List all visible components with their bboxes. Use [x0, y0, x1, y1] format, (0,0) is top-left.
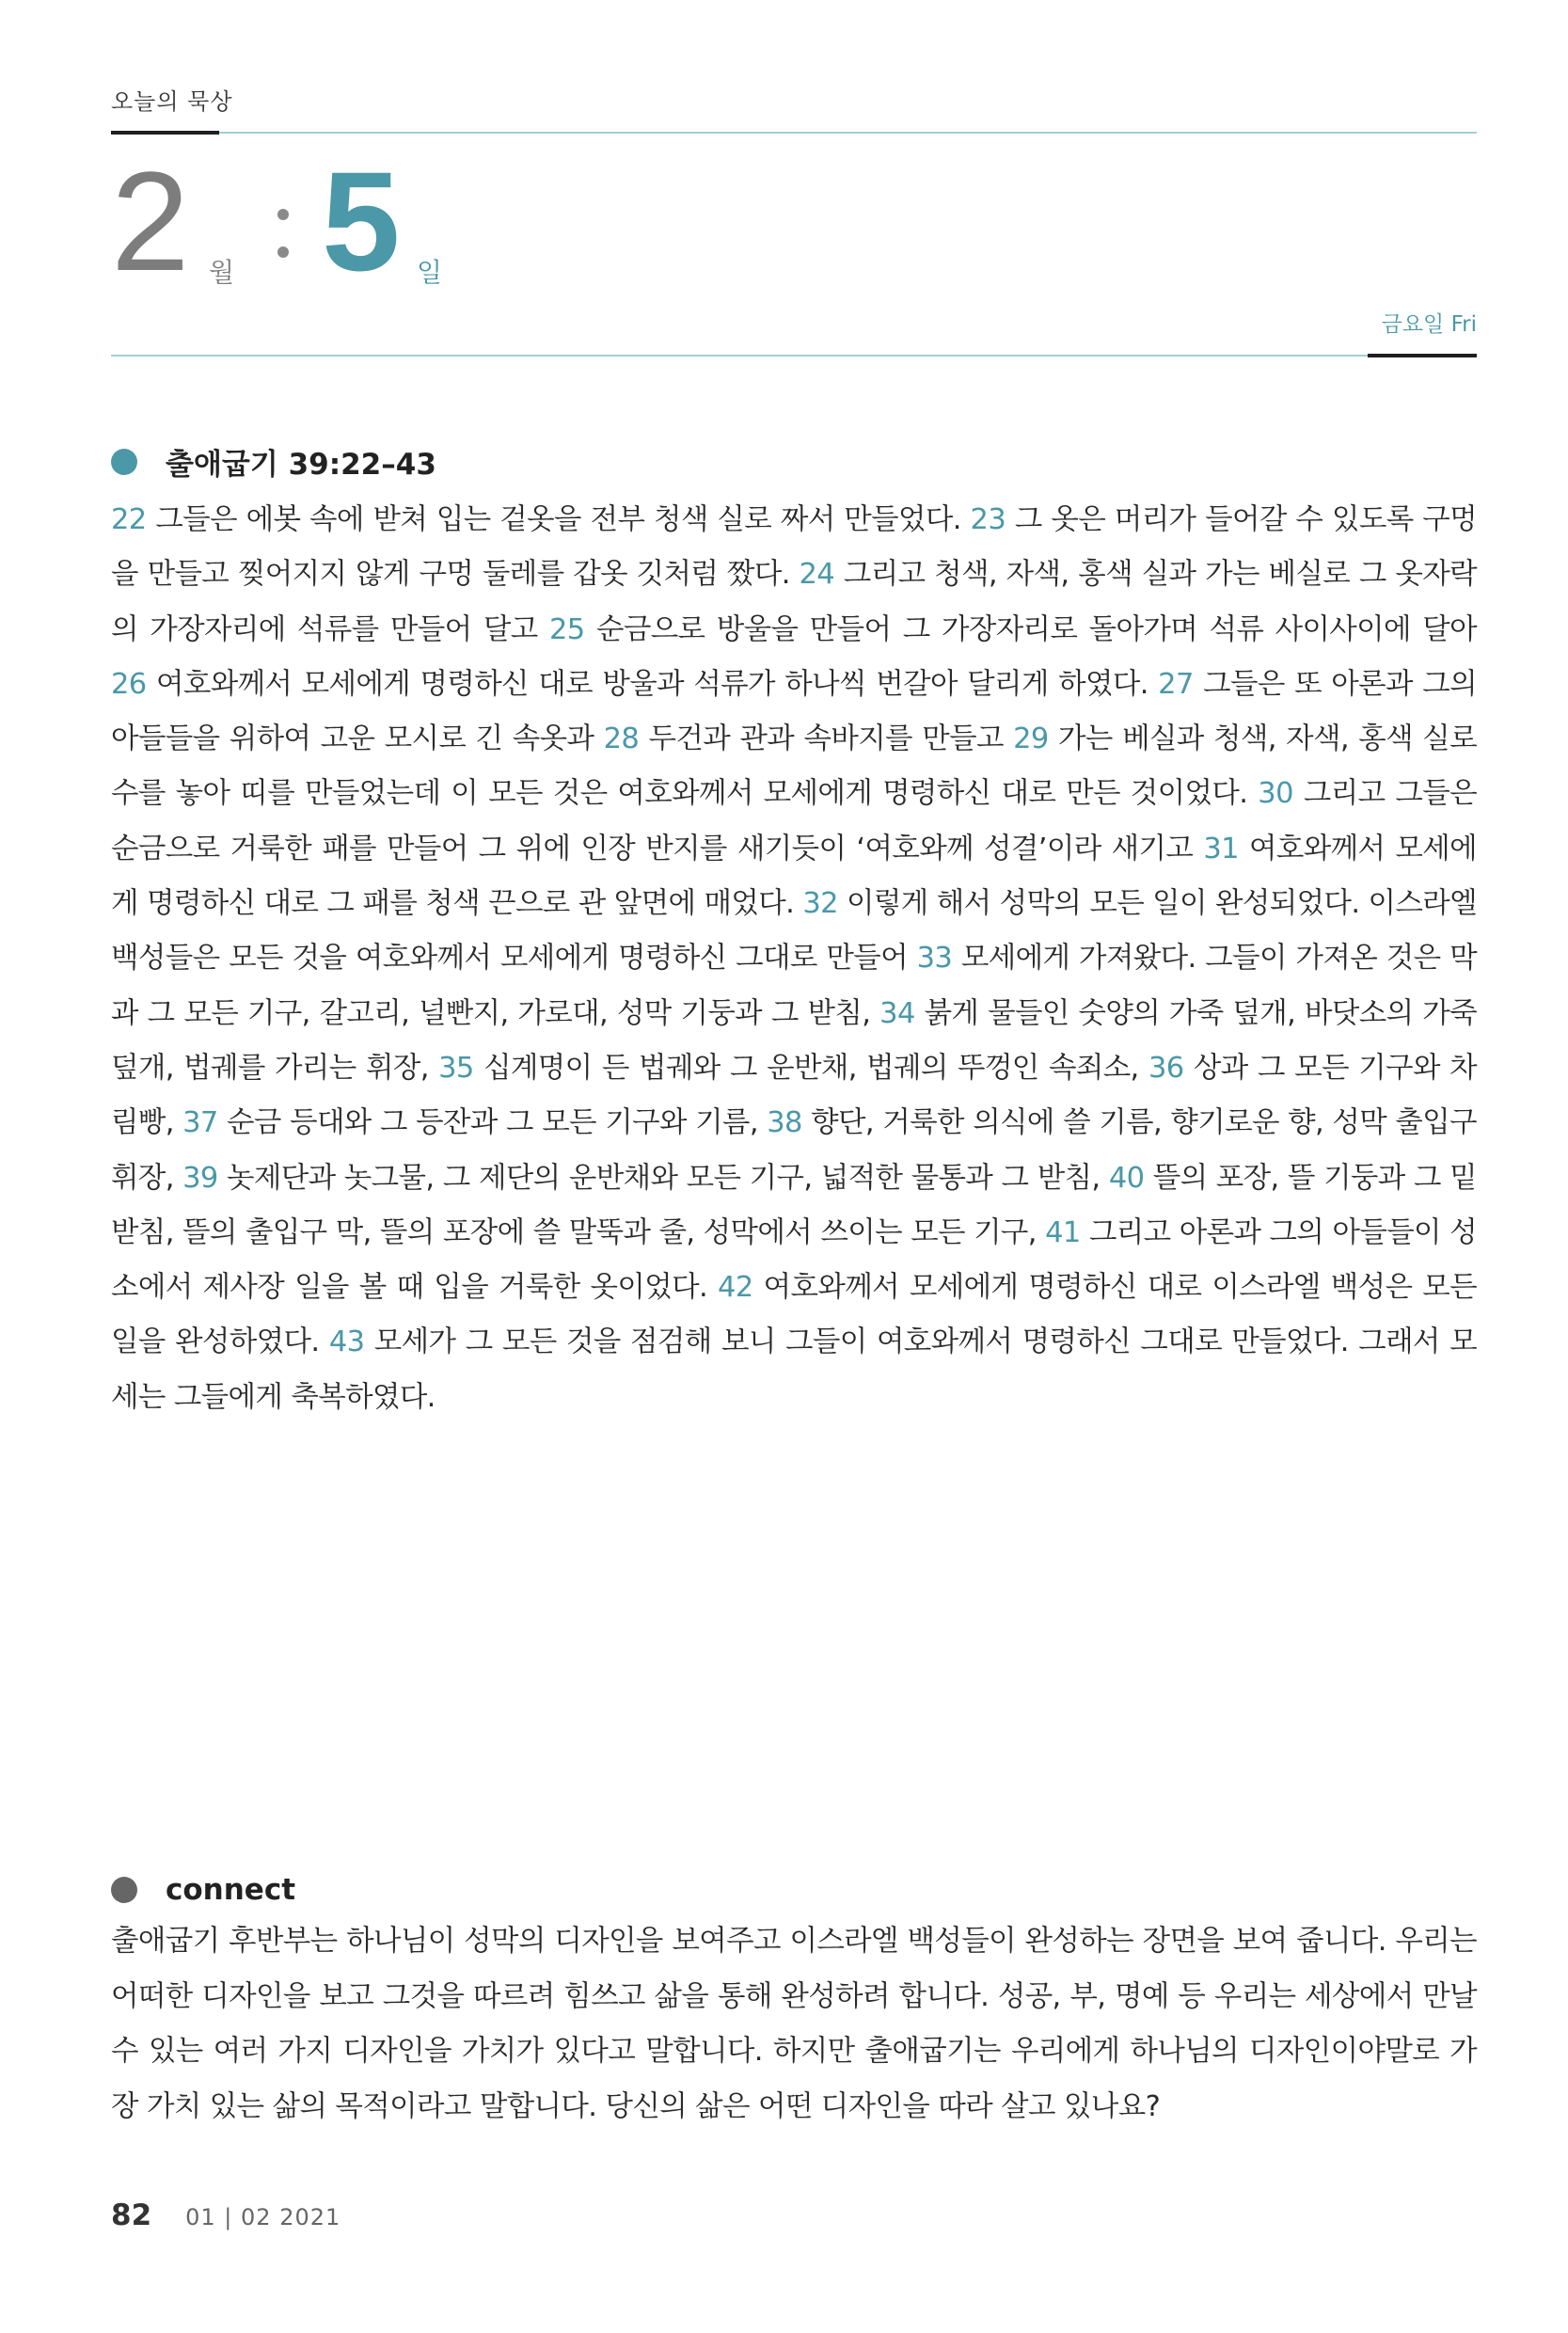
verse-text: 모세에게 가져왔다. 그들이 가져온 것은 막과 그 모든 기구, 갈고리, 널빤지, 가로대, 성막 기둥과 그 받침,: [111, 942, 1478, 1030]
verse-number: 31: [1203, 832, 1239, 865]
verse-number: 22: [111, 503, 147, 536]
verse-number: 34: [879, 996, 915, 1030]
verse-number: 28: [603, 722, 640, 756]
day-unit: 일: [417, 257, 443, 288]
verse-number: 30: [1258, 777, 1293, 811]
verse-text: 가는 베실과 청색, 자색, 홍색 실로 수를 놓아 띠를 만들었는데 이 모든 것은 여호와께서 모세에게 명령하신 대로 만든 것이었다.: [111, 722, 1477, 811]
bullet-icon: [111, 449, 137, 475]
verse-text: 순금으로 방울을 만들어 그 가장자리로 돌아가며 석류 사이사이에 달아: [584, 612, 1477, 646]
verse-text: 모세가 그 모든 것을 점검해 보니 그들이 여호와께서 명령하신 그대로 만들었다. 그래서 모세는 그들에게 축복하였다.: [111, 1325, 1477, 1414]
verse-number: 24: [799, 558, 835, 592]
issue-label: 01 | 02 2021: [185, 2204, 341, 2230]
scripture-heading: [111, 440, 436, 483]
verse-number: 36: [1148, 1051, 1184, 1085]
verse-text: 향단, 거룩한 의식에 쓸 기름, 향기로운 향, 성막 출입구 휘장,: [111, 1106, 1478, 1195]
verse-text: 여호와께서 모세에게 명령하신 대로 이스라엘 백성은 모든 일을 완성하였다.: [111, 1271, 1477, 1359]
verse-number: 38: [767, 1106, 802, 1140]
verse-text: 그리고 청색, 자색, 홍색 실과 가는 베실로 그 옷자락의 가장자리에 석류를 만들어 달고: [111, 558, 1477, 646]
verse-number: 39: [182, 1161, 218, 1195]
date-divider-accent: [1368, 354, 1477, 357]
verse-text: 그리고 그들은 순금으로 거룩한 패를 만들어 그 위에 인장 반지를 새기듯이 ‘여호와께 성결’이라 새기고: [111, 777, 1477, 865]
verse-number: 35: [438, 1051, 474, 1085]
verse-number: 42: [718, 1271, 753, 1305]
month-unit: 월: [209, 257, 235, 288]
verse-number: 43: [328, 1325, 365, 1359]
month-number: 2: [111, 142, 190, 300]
verse-text: 그 옷은 머리가 들어갈 수 있도록 구멍을 만들고 찢어지지 않게 구멍 둘레를 갑옷 깃처럼 짰다.: [111, 503, 1477, 592]
top-divider-accent: [111, 131, 219, 135]
verse-text: 순금 등대와 그 등잔과 그 모든 기구와 기름,: [217, 1106, 768, 1140]
verse-text: 그들은 에봇 속에 받쳐 입는 겉옷을 전부 청색 실로 짜서 만들었다.: [146, 503, 971, 536]
verse-number: 40: [1108, 1161, 1145, 1195]
bullet-icon: [111, 1877, 137, 1903]
date-separator-dot-bottom: [277, 246, 289, 258]
verse-number: 29: [1013, 722, 1049, 756]
verse-number: 25: [548, 612, 585, 646]
verse-text: 십계명이 든 법궤와 그 운반채, 법궤의 뚜껑인 속죄소,: [473, 1051, 1148, 1085]
verse-number: 41: [1045, 1215, 1081, 1249]
verse-number: 32: [802, 887, 838, 921]
page-footer: [111, 2198, 341, 2232]
scripture-reference: 출애굽기 39:22–43: [166, 448, 436, 482]
verse-number: 33: [916, 942, 953, 976]
verse-number: 23: [970, 503, 1006, 536]
verse-text: 그리고 아론과 그의 아들들이 성소에서 제사장 일을 볼 때 입을 거룩한 옷이었다.: [111, 1215, 1477, 1305]
verse-text: 그들은 또 아론과 그의 아들들을 위하여 고운 모시로 긴 속옷과: [111, 667, 1477, 756]
verse-text: 이렇게 해서 성막의 모든 일이 완성되었다. 이스라엘 백성들은 모든 것을 여호와께서 모세에게 명령하신 그대로 만들어: [111, 887, 1478, 976]
verse-text: 상과 그 모든 기구와 차림빵,: [111, 1051, 1477, 1140]
connect-heading: [111, 1873, 295, 1907]
day-number: 5: [322, 142, 401, 300]
scripture-text: [111, 493, 1477, 1425]
verse-text: 여호와께서 모세에게 명령하신 대로 그 패를 청색 끈으로 관 앞면에 매었다.: [111, 832, 1477, 921]
verse-text: 두건과 관과 속바지를 만들고: [639, 722, 1014, 756]
weekday-label: 금요일 Fri: [1381, 312, 1477, 337]
connect-title: connect: [166, 1873, 296, 1907]
verse-number: 37: [182, 1106, 218, 1140]
page-number: 82: [111, 2198, 152, 2232]
date-separator-dot-top: [277, 209, 289, 220]
date-divider: [111, 355, 1477, 357]
verse-text: 여호와께서 모세에게 명령하신 대로 방울과 석류가 하나씩 번갈아 달리게 하였다.: [146, 667, 1159, 701]
section-label: 오늘의 묵상: [111, 88, 233, 115]
verse-text: 놋제단과 놋그물, 그 제단의 운반채와 모든 기구, 넓적한 물통과 그 받침,: [217, 1161, 1109, 1195]
connect-body: 출애굽기 후반부는 하나님이 성막의 디자인을 보여주고 이스라엘 백성들이 완성하는 장면을 보여 줍니다. 우리는 어떠한 디자인을 보고 그것을 따르려 힘쓰고 삶을 통해 완성하려 합니다. 성공, 부, 명예 등 우리는 세상에서 만날 수 있는 여러 가지 디자인을 가치가 있다고 말합니다. 하지만 출애굽기는 우리에게 하나님의 디자인이야말로 가장 가치 있는 삶의 목적이라고 말합니다. 당신의 삶은 어떤 디자인을 따라 살고 있나요?: [111, 1925, 1477, 2123]
verse-number: 26: [111, 667, 147, 701]
verse-text: 붉게 물들인 숫양의 가죽 덮개, 바닷소의 가죽 덮개, 법궤를 가리는 휘장,: [111, 996, 1477, 1085]
top-divider: [111, 132, 1477, 134]
verse-number: 27: [1158, 667, 1194, 701]
verse-text: 뜰의 포장, 뜰 기둥과 그 밑받침, 뜰의 출입구 막, 뜰의 포장에 쓸 말뚝과 줄, 성막에서 쓰이는 모든 기구,: [111, 1161, 1477, 1249]
